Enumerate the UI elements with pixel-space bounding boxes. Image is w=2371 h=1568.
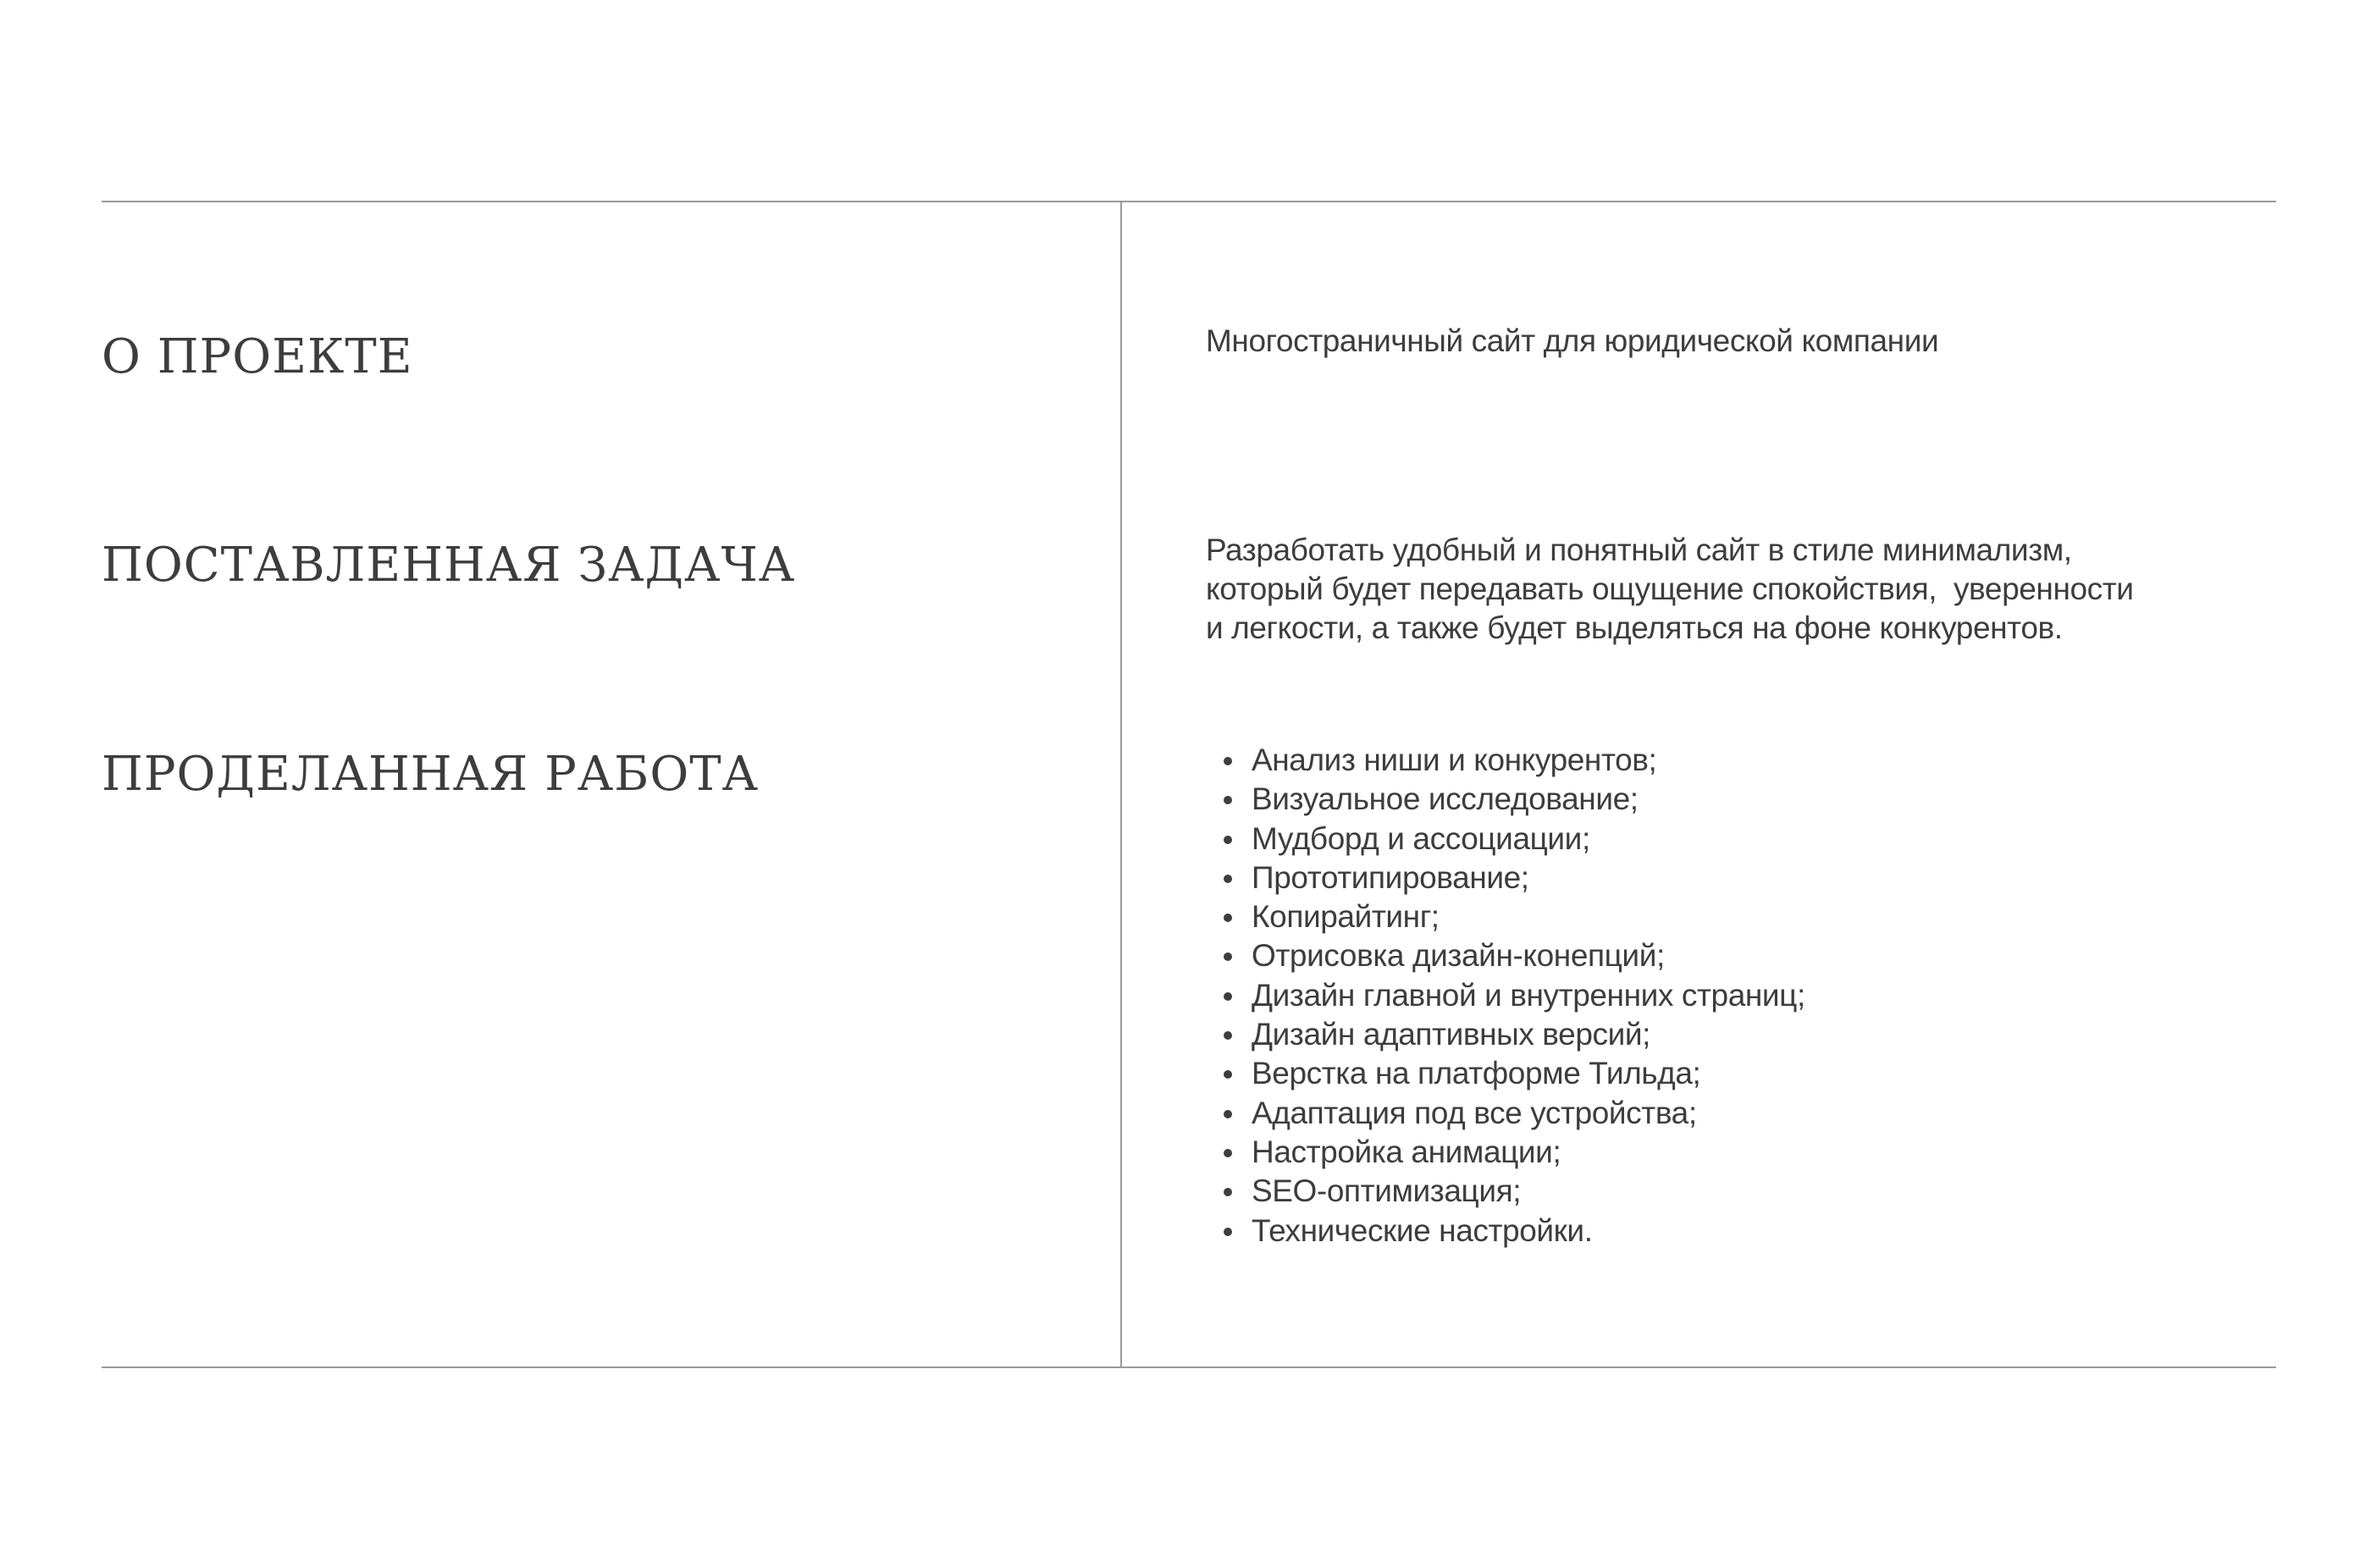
bullet-icon [1224, 836, 1232, 844]
task-text [1206, 531, 2134, 648]
work-list-item [1206, 820, 1805, 859]
about-heading: О ПРОЕКТЕ [102, 329, 413, 384]
task-text-line: который будет передавать ощущение спокойствия, уверенности [1206, 571, 2134, 606]
about-text: Многостраничный сайт для юридической компании [1206, 323, 1939, 358]
bullet-icon [1224, 796, 1232, 804]
bullet-icon [1224, 952, 1232, 961]
work-list-item [1206, 936, 1805, 975]
work-list-item [1206, 976, 1805, 1015]
work-list-item [1206, 1212, 1805, 1251]
work-list [1206, 741, 1805, 1251]
bullet-icon [1224, 1070, 1232, 1079]
work-list-item [1206, 1133, 1805, 1172]
work-item-label: Визуальное исследование; [1252, 781, 1639, 817]
bullet-icon [1224, 1031, 1232, 1040]
work-item-label: Дизайн адаптивных версий; [1252, 1017, 1651, 1052]
work-item-label: Анализ ниши и конкурентов; [1252, 743, 1657, 777]
bullet-icon [1224, 875, 1232, 883]
bullet-icon [1224, 992, 1232, 1001]
work-item-label: Отрисовка дизайн-конепций; [1252, 938, 1665, 974]
work-list-item [1206, 897, 1805, 936]
work-item-label: Адаптация под все устройства; [1252, 1095, 1697, 1130]
bullet-icon [1224, 757, 1232, 765]
task-text-line: и легкости, а также будет выделяться на фоне конкурентов. [1206, 610, 2063, 645]
bullet-icon [1224, 1228, 1232, 1236]
bottom-divider [102, 1366, 2276, 1368]
work-list-item [1206, 741, 1805, 780]
work-item-label: Прототипирование; [1252, 859, 1529, 895]
top-divider [102, 201, 2276, 202]
work-item-label: Мудборд и ассоциации; [1252, 820, 1590, 856]
work-list-item [1206, 859, 1805, 897]
work-item-label: Дизайн главной и внутренних страниц; [1252, 977, 1805, 1013]
work-list-item [1206, 1054, 1805, 1093]
column-divider [1120, 202, 1122, 1367]
bullet-icon [1224, 1188, 1232, 1196]
work-item-label: SEO-оптимизация; [1252, 1173, 1522, 1209]
work-item-label: Копирайтинг; [1252, 899, 1440, 935]
bullet-icon [1224, 914, 1232, 922]
work-heading: ПРОДЕЛАННАЯ РАБОТА [102, 747, 759, 802]
work-list-item [1206, 1172, 1805, 1211]
work-list-item [1206, 1015, 1805, 1054]
work-list-item [1206, 1094, 1805, 1133]
work-item-label: Верстка на платформе Тильда; [1252, 1056, 1701, 1091]
task-heading: ПОСТАВЛЕННАЯ ЗАДАЧА [102, 538, 796, 593]
work-list-item [1206, 780, 1805, 819]
bullet-icon [1224, 1149, 1232, 1157]
work-item-label: Технические настройки. [1252, 1212, 1593, 1248]
work-item-label: Настройка анимации; [1252, 1134, 1561, 1169]
task-text-line: Разработать удобный и понятный сайт в стиле минимализм, [1206, 533, 2072, 567]
bullet-icon [1224, 1110, 1232, 1118]
